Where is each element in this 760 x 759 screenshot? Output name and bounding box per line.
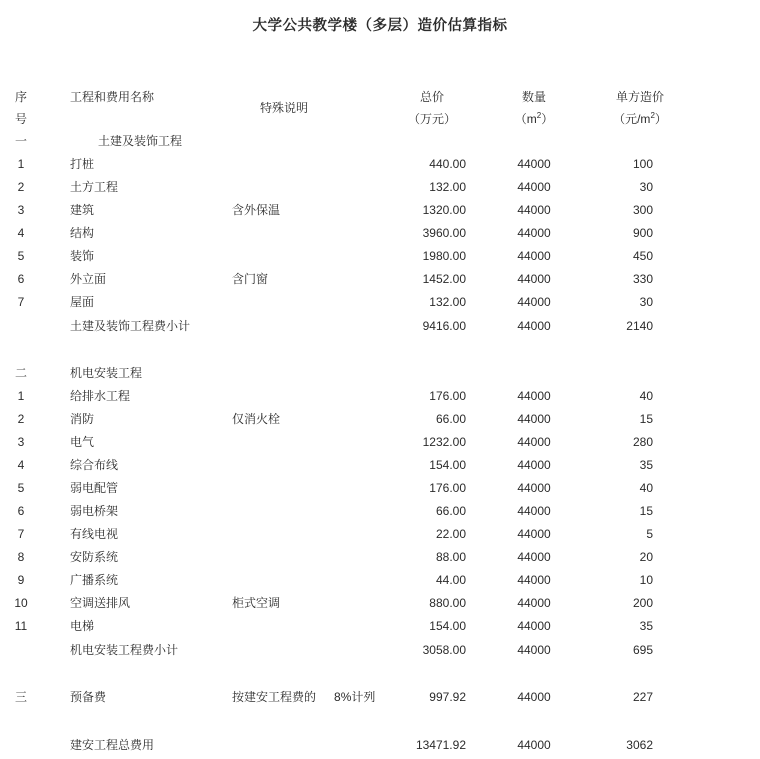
row-note xyxy=(214,385,376,408)
row-index: 10 xyxy=(14,596,28,610)
pad-cell xyxy=(700,733,760,757)
spacer-cell xyxy=(700,338,760,362)
pad-cell xyxy=(700,615,760,638)
row-unit-price: 330 xyxy=(632,272,653,286)
subtotal-name: 土建及装饰工程费小计 xyxy=(70,319,191,333)
row-name: 打桩 xyxy=(70,157,95,171)
pad-cell xyxy=(700,199,760,222)
row-total-price: 66.00 xyxy=(435,412,466,426)
subtotal-quantity: 44000 xyxy=(517,643,551,657)
grand-total-unit-price: 3062 xyxy=(626,738,653,752)
pad-cell xyxy=(700,362,760,385)
section-name: 预备费 xyxy=(70,690,107,704)
row-quantity: 44000 xyxy=(517,458,551,472)
row-index: 3 xyxy=(17,203,25,217)
row-note xyxy=(214,500,376,523)
row-note xyxy=(214,431,376,454)
row-index: 7 xyxy=(17,527,25,541)
table-row xyxy=(0,199,760,222)
pad-cell xyxy=(700,500,760,523)
row-name: 广播系统 xyxy=(70,573,119,587)
row-quantity: 44000 xyxy=(517,619,551,633)
row-note xyxy=(214,477,376,500)
row-index: 3 xyxy=(17,435,25,449)
row-name: 建筑 xyxy=(70,203,95,217)
row-index: 5 xyxy=(17,249,25,263)
row-index: 6 xyxy=(17,272,25,286)
row-unit-price: 30 xyxy=(639,180,653,194)
row-note xyxy=(214,245,376,268)
table-row xyxy=(0,546,760,569)
row-name: 消防 xyxy=(70,412,95,426)
row-name: 电梯 xyxy=(70,619,95,633)
section-header-row xyxy=(0,362,760,385)
table-row xyxy=(0,222,760,245)
subtotal-note xyxy=(214,638,376,662)
row-quantity: 44000 xyxy=(517,226,551,240)
section-name: 机电安装工程 xyxy=(70,366,143,380)
header-pad-cell-2 xyxy=(700,108,760,130)
row-unit-price: 300 xyxy=(632,203,653,217)
row-index: 4 xyxy=(17,458,25,472)
row-unit-price: 40 xyxy=(639,389,653,403)
spacer-cell xyxy=(580,709,700,733)
row-quantity: 44000 xyxy=(517,527,551,541)
grand-total-note xyxy=(214,733,376,757)
row-quantity: 44000 xyxy=(517,481,551,495)
row-index: 8 xyxy=(17,550,25,564)
spacer-cell xyxy=(376,338,488,362)
row-unit-price: 200 xyxy=(632,596,653,610)
section-quantity: 44000 xyxy=(517,690,551,704)
table-header-row-2 xyxy=(0,108,760,130)
pad-cell xyxy=(700,130,760,153)
subtotal-quantity: 44000 xyxy=(517,319,551,333)
subtotal-total-price: 9416.00 xyxy=(422,319,466,333)
header-quantity: 数量 xyxy=(521,90,546,104)
row-note xyxy=(214,546,376,569)
row-unit-price: 30 xyxy=(639,295,653,309)
table-row xyxy=(0,477,760,500)
table-row xyxy=(0,523,760,546)
pad-cell xyxy=(700,314,760,338)
spacer-cell xyxy=(214,338,376,362)
spacer-cell xyxy=(488,338,580,362)
section-spacer xyxy=(0,338,760,362)
header-unit-price: 单方造价 xyxy=(615,90,664,104)
spacer-cell xyxy=(488,709,580,733)
section-index: 一 xyxy=(14,134,27,148)
section-note xyxy=(214,362,376,385)
row-unit-price: 15 xyxy=(639,504,653,518)
header-quantity-unit: $(m^2)$ xyxy=(514,111,554,126)
header-total-price: 总价 xyxy=(419,90,444,104)
grand-total-quantity: 44000 xyxy=(517,738,551,752)
spacer-cell xyxy=(0,338,42,362)
header-index-line2: 号 xyxy=(14,112,27,126)
row-quantity: 44000 xyxy=(517,504,551,518)
pad-cell xyxy=(700,546,760,569)
row-note xyxy=(214,291,376,314)
row-unit-price: 35 xyxy=(639,458,653,472)
section-index: 二 xyxy=(14,366,27,380)
table-row xyxy=(0,408,760,431)
row-quantity: 44000 xyxy=(517,249,551,263)
row-note xyxy=(214,523,376,546)
row-total-price: 176.00 xyxy=(429,389,466,403)
section-index: 三 xyxy=(14,690,27,704)
row-total-price: 132.00 xyxy=(429,295,466,309)
subtotal-unit-price: 695 xyxy=(632,643,653,657)
table-row xyxy=(0,569,760,592)
spacer-cell xyxy=(580,338,700,362)
spacer-cell xyxy=(376,709,488,733)
note-part2: 8%计列 xyxy=(334,690,376,704)
row-total-price: 1320.00 xyxy=(422,203,466,217)
row-name: 弱电配管 xyxy=(70,481,119,495)
pad-cell xyxy=(700,385,760,408)
row-total-price: 1980.00 xyxy=(422,249,466,263)
row-unit-price: 15 xyxy=(639,412,653,426)
row-total-price: 88.00 xyxy=(435,550,466,564)
subtotal-row xyxy=(0,638,760,662)
section-header-row xyxy=(0,686,760,709)
note-part1: 按建安工程费的 xyxy=(232,690,317,704)
table-row xyxy=(0,385,760,408)
row-note: 含门窗 xyxy=(232,272,269,286)
pad-cell xyxy=(700,569,760,592)
pad-cell xyxy=(700,245,760,268)
spacer-cell xyxy=(214,709,376,733)
section-spacer xyxy=(0,662,760,686)
spacer-cell xyxy=(580,662,700,686)
row-note xyxy=(214,454,376,477)
subtotal-note xyxy=(214,314,376,338)
table-header-row-1 xyxy=(0,86,760,108)
row-note xyxy=(214,569,376,592)
row-note xyxy=(214,222,376,245)
pad-cell xyxy=(700,638,760,662)
row-total-price: 154.00 xyxy=(429,458,466,472)
section-header-row xyxy=(0,130,760,153)
pad-cell xyxy=(700,477,760,500)
row-name: 综合布线 xyxy=(70,458,119,472)
row-index: 5 xyxy=(17,481,25,495)
row-name: 土方工程 xyxy=(70,180,119,194)
row-index: 2 xyxy=(17,180,25,194)
subtotal-name: 机电安装工程费小计 xyxy=(70,643,179,657)
header-total-price-unit: （万元） xyxy=(407,112,456,126)
row-note xyxy=(214,176,376,199)
row-quantity: 44000 xyxy=(517,295,551,309)
header-note: 特殊说明 xyxy=(259,101,308,115)
spacer-cell xyxy=(42,709,214,733)
grand-total-row xyxy=(0,733,760,757)
subtotal-unit-price: 2140 xyxy=(626,319,653,333)
section-unit-price xyxy=(580,130,700,153)
section-unit-price xyxy=(580,362,700,385)
spacer-cell xyxy=(42,662,214,686)
row-name: 屋面 xyxy=(70,295,95,309)
grand-total-name: 建安工程总费用 xyxy=(70,738,155,752)
row-unit-price: 280 xyxy=(632,435,653,449)
section-total-price xyxy=(376,130,488,153)
section-note xyxy=(214,130,376,153)
table-row xyxy=(0,176,760,199)
row-total-price: 44.00 xyxy=(435,573,466,587)
row-name: 结构 xyxy=(70,226,95,240)
table-row xyxy=(0,245,760,268)
row-name: 给排水工程 xyxy=(70,389,131,403)
spacer-cell xyxy=(0,662,42,686)
spacer-cell xyxy=(42,338,214,362)
row-total-price: 66.00 xyxy=(435,504,466,518)
row-note xyxy=(214,153,376,176)
grand-total-spacer xyxy=(0,709,760,733)
table-row xyxy=(0,592,760,615)
subtotal-total-price: 3058.00 xyxy=(422,643,466,657)
table-row xyxy=(0,431,760,454)
row-index: 2 xyxy=(17,412,25,426)
table-row xyxy=(0,500,760,523)
row-note: 柜式空调 xyxy=(232,596,281,610)
pad-cell xyxy=(700,454,760,477)
table-row xyxy=(0,615,760,638)
cost-estimate-table xyxy=(0,86,760,757)
section-quantity xyxy=(488,130,580,153)
section-note xyxy=(214,686,376,709)
row-quantity: 44000 xyxy=(517,203,551,217)
subtotal-row xyxy=(0,314,760,338)
row-unit-price: 900 xyxy=(632,226,653,240)
row-total-price: 176.00 xyxy=(429,481,466,495)
pad-cell xyxy=(700,153,760,176)
row-total-price: 154.00 xyxy=(429,619,466,633)
header-unit-price-unit: （元$/m^2$） xyxy=(613,111,667,126)
grand-total-index xyxy=(0,733,42,757)
spacer-cell xyxy=(700,662,760,686)
subtotal-index xyxy=(0,638,42,662)
row-index: 7 xyxy=(17,295,25,309)
row-quantity: 44000 xyxy=(517,596,551,610)
row-total-price: 22.00 xyxy=(435,527,466,541)
row-name: 安防系统 xyxy=(70,550,119,564)
row-name: 外立面 xyxy=(70,272,107,286)
table-row xyxy=(0,291,760,314)
table-row xyxy=(0,268,760,291)
row-unit-price: 100 xyxy=(632,157,653,171)
pad-cell xyxy=(700,408,760,431)
spacer-cell xyxy=(376,662,488,686)
row-name: 电气 xyxy=(70,435,95,449)
spacer-cell xyxy=(214,662,376,686)
row-total-price: 132.00 xyxy=(429,180,466,194)
row-quantity: 44000 xyxy=(517,157,551,171)
table-row xyxy=(0,454,760,477)
row-index: 4 xyxy=(17,226,25,240)
header-name: 工程和费用名称 xyxy=(70,90,155,104)
spacer-cell xyxy=(0,709,42,733)
section-unit-price: 227 xyxy=(632,690,653,704)
pad-cell xyxy=(700,431,760,454)
table-row xyxy=(0,153,760,176)
row-index: 1 xyxy=(17,389,25,403)
row-index: 11 xyxy=(14,619,28,633)
row-total-price: 3960.00 xyxy=(422,226,466,240)
row-unit-price: 450 xyxy=(632,249,653,263)
row-total-price: 1452.00 xyxy=(422,272,466,286)
pad-cell xyxy=(700,222,760,245)
row-quantity: 44000 xyxy=(517,180,551,194)
row-unit-price: 40 xyxy=(639,481,653,495)
row-name: 有线电视 xyxy=(70,527,119,541)
row-quantity: 44000 xyxy=(517,550,551,564)
row-quantity: 44000 xyxy=(517,412,551,426)
spacer-cell xyxy=(488,662,580,686)
row-total-price: 440.00 xyxy=(429,157,466,171)
row-note: 仅消火栓 xyxy=(232,412,281,426)
pad-cell xyxy=(700,686,760,709)
header-name-spacer xyxy=(42,108,214,130)
row-name: 空调送排风 xyxy=(70,596,131,610)
row-quantity: 44000 xyxy=(517,272,551,286)
section-total-price: 997.92 xyxy=(429,690,466,704)
pad-cell xyxy=(700,176,760,199)
header-index-line1: 序 xyxy=(14,90,27,104)
row-index: 9 xyxy=(17,573,25,587)
section-quantity xyxy=(488,362,580,385)
row-total-price: 1232.00 xyxy=(422,435,466,449)
row-unit-price: 35 xyxy=(639,619,653,633)
row-note xyxy=(214,615,376,638)
row-quantity: 44000 xyxy=(517,573,551,587)
row-unit-price: 10 xyxy=(639,573,653,587)
row-total-price: 880.00 xyxy=(429,596,466,610)
row-index: 1 xyxy=(17,157,25,171)
row-note: 含外保温 xyxy=(232,203,281,217)
row-quantity: 44000 xyxy=(517,389,551,403)
header-pad-cell xyxy=(700,86,760,108)
pad-cell xyxy=(700,291,760,314)
pad-cell xyxy=(700,268,760,291)
row-index: 6 xyxy=(17,504,25,518)
pad-cell xyxy=(700,523,760,546)
row-unit-price: 20 xyxy=(639,550,653,564)
spacer-cell xyxy=(700,709,760,733)
grand-total-total-price: 13471.92 xyxy=(415,738,466,752)
page-title: 大学公共教学楼（多层）造价估算指标 xyxy=(252,18,508,34)
row-name: 装饰 xyxy=(70,249,95,263)
row-unit-price: 5 xyxy=(646,527,653,541)
row-name: 弱电桥架 xyxy=(70,504,119,518)
subtotal-index xyxy=(0,314,42,338)
pad-cell xyxy=(700,592,760,615)
section-name: 土建及装饰工程 xyxy=(98,134,183,148)
section-total-price xyxy=(376,362,488,385)
row-quantity: 44000 xyxy=(517,435,551,449)
